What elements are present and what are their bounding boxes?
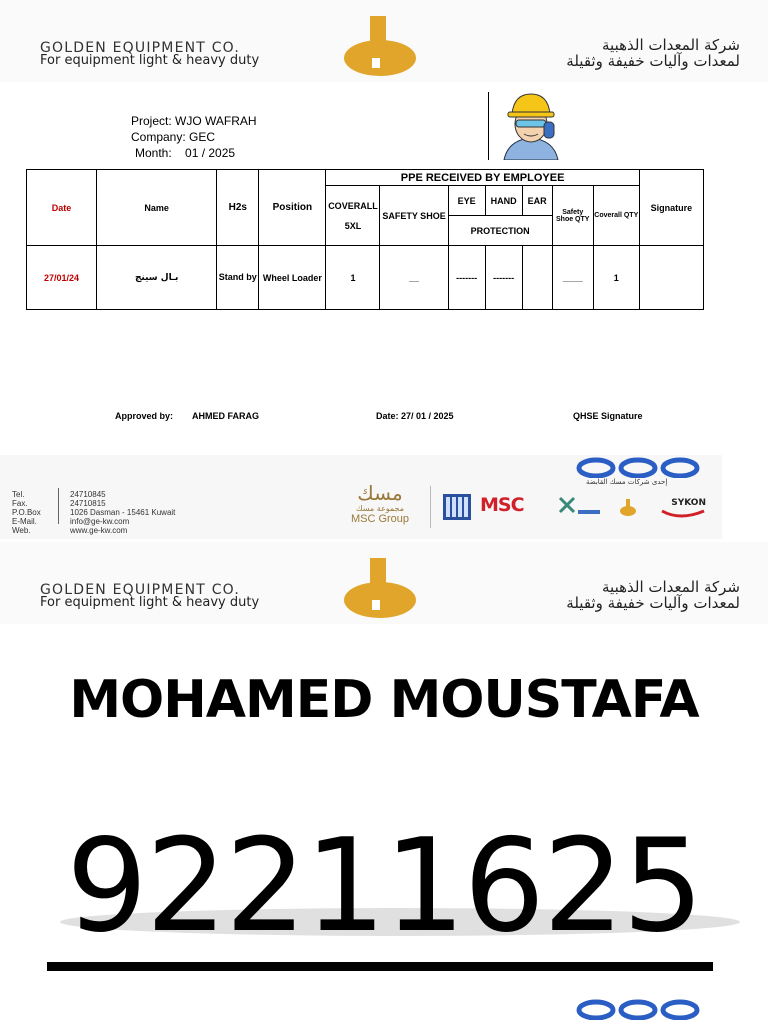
approved-by-label: Approved by: <box>115 411 174 421</box>
footer-fax: 24710815 <box>70 499 106 508</box>
header-eye: EYE <box>448 186 485 216</box>
approved-by-name: AHMED FARAG <box>192 411 259 421</box>
company-tagline-en-2: For equipment light & heavy duty <box>40 595 260 610</box>
vertical-divider <box>488 92 489 160</box>
employee-number-large: 92211625 <box>66 812 702 961</box>
partner-logo-icon <box>556 494 602 520</box>
header-name: Name <box>97 170 217 246</box>
footer-label-pobox: P.O.Box <box>12 508 41 517</box>
msc-group-ar-text: مجموعة مسك <box>356 504 404 513</box>
project-line: Project: WJO WAFRAH <box>131 114 257 128</box>
building-icon <box>443 494 471 520</box>
ggg-logo <box>576 456 702 478</box>
header-safety-shoe: SAFETY SHOE <box>380 186 448 246</box>
row-position: Wheel Loader <box>259 246 326 310</box>
row-eye: ------- <box>448 246 485 310</box>
row-date: 27/01/24 <box>27 246 97 310</box>
row-hand: ------- <box>485 246 522 310</box>
company-name-en: GOLDEN EQUIPMENT CO. <box>40 40 240 56</box>
header-signature: Signature <box>639 170 703 246</box>
row-name: بـال سينج <box>97 246 217 310</box>
company-tagline-ar-2: لمعدات وآليات خفيفة وثقيلة <box>566 594 740 612</box>
number-underline <box>47 962 713 971</box>
header-date: Date <box>27 170 97 246</box>
company-name-ar-2: شركة المعدات الذهبية <box>602 578 740 596</box>
table-title: PPE RECEIVED BY EMPLOYEE <box>326 170 639 186</box>
company-tagline-ar: لمعدات وآليات خفيفة وثقيلة <box>566 52 740 70</box>
row-safety-shoe-qty: ____ <box>552 246 593 310</box>
row-signature <box>639 246 703 310</box>
footer-tel: 24710845 <box>70 490 106 499</box>
month-value: 01 / 2025 <box>185 146 236 160</box>
footer-label-fax: Fax. <box>12 499 28 508</box>
row-ear <box>522 246 552 310</box>
sykon-text: SYKON <box>671 498 706 508</box>
header-coverall-label: COVERALL <box>328 200 378 211</box>
footer-web: www.ge-kw.com <box>70 526 128 535</box>
month-line <box>135 146 235 160</box>
company-logo <box>342 14 418 78</box>
row-h2s: Stand by <box>217 246 259 310</box>
msc-ar-text: مسك <box>357 481 403 505</box>
company-name-ar: شركة المعدات الذهبية <box>602 36 740 54</box>
footer-label-web: Web. <box>12 526 31 535</box>
header-safety-shoe-qty: Safety Shoe QTY <box>552 186 593 246</box>
qhse-signature-label: QHSE Signature <box>573 411 643 421</box>
footer-divider-2 <box>430 486 431 528</box>
msc-logo: MSC <box>480 494 524 516</box>
row-safety-shoe: __ <box>380 246 448 310</box>
header-protection: PROTECTION <box>448 216 552 246</box>
company-tagline-en: For equipment light & heavy duty <box>40 53 260 68</box>
header-coverall-size: 5XL <box>344 220 362 231</box>
sykon-logo <box>660 498 706 522</box>
header-hand: HAND <box>485 186 522 216</box>
row-coverall-qty: 1 <box>593 246 639 310</box>
footer-pobox: 1026 Dasman - 15461 Kuwait <box>70 508 176 517</box>
footer-label-email: E-Mail. <box>12 517 37 526</box>
footer-email: info@ge-kw.com <box>70 517 130 526</box>
company-line: Company: GEC <box>131 130 216 144</box>
row-coverall: 1 <box>326 246 380 310</box>
msc-group-en-text: MSC Group <box>350 513 410 525</box>
header-h2s: H2s <box>217 170 259 246</box>
small-gold-logo <box>620 498 636 516</box>
month-label: Month: <box>135 146 172 160</box>
footer-divider <box>58 488 59 524</box>
employee-name-large: MOHAMED MOUSTAFA <box>69 670 699 730</box>
company-name-en-2: GOLDEN EQUIPMENT CO. <box>40 582 240 598</box>
header-coverall <box>326 186 380 246</box>
holding-ar-text: إحدى شركات مسك القابضة <box>586 478 668 486</box>
company-logo-2 <box>342 556 418 620</box>
footer-label-tel: Tel. <box>12 490 25 499</box>
footer-contact-labels <box>12 490 41 535</box>
ppe-table <box>26 169 704 310</box>
header-coverall-qty: Coverall QTY <box>593 186 639 246</box>
worker-clipart <box>498 92 564 160</box>
header-position: Position <box>259 170 326 246</box>
ggg-logo-bottom <box>576 998 702 1020</box>
approval-date: Date: 27/ 01 / 2025 <box>376 411 454 421</box>
header-ear: EAR <box>522 186 552 216</box>
msc-group-logo <box>332 482 428 525</box>
footer-contact-values <box>70 490 175 535</box>
